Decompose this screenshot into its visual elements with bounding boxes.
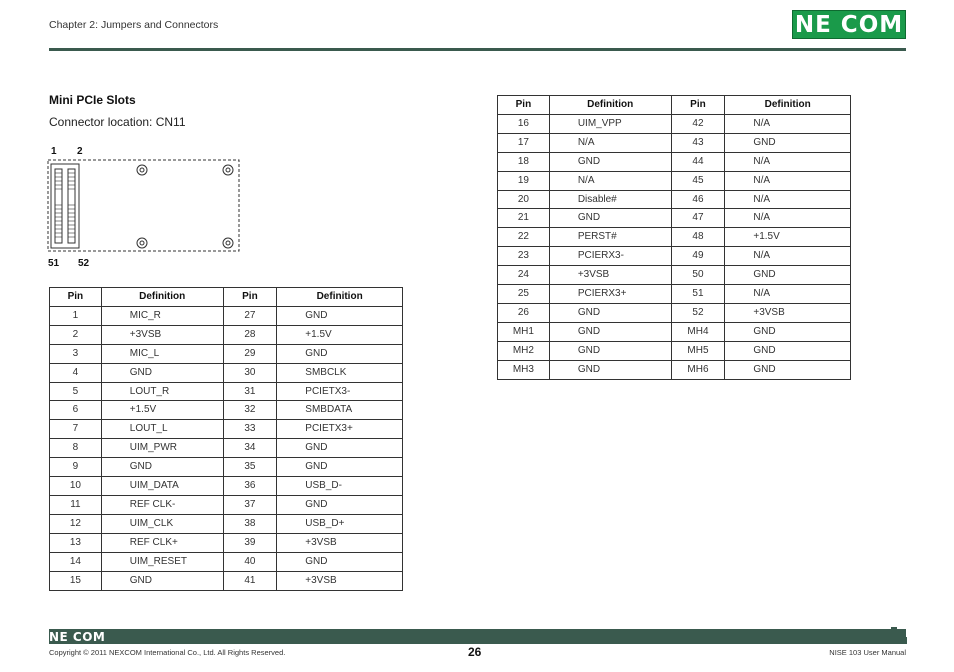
- pin-definition-cell: PCIERX3+: [549, 285, 671, 304]
- pin-number-cell: 18: [498, 152, 550, 171]
- pin-number-cell: 39: [223, 533, 277, 552]
- pin-definition-cell: GND: [725, 360, 851, 379]
- column-header: Definition: [101, 288, 223, 307]
- pin-definition-cell: GND: [549, 322, 671, 341]
- pin-number-cell: 8: [50, 439, 102, 458]
- logo-text: NE COM: [794, 11, 904, 38]
- pin-number-cell: MH1: [498, 322, 550, 341]
- section-title: Mini PCIe Slots: [49, 93, 136, 107]
- pin-number-cell: 5: [50, 382, 102, 401]
- pin-table-left: [49, 287, 403, 591]
- pin-definition-cell: GND: [101, 458, 223, 477]
- pin-definition-cell: REF CLK-: [101, 495, 223, 514]
- chapter-title: Chapter 2: Jumpers and Connectors: [49, 19, 219, 31]
- pin-number-cell: MH5: [671, 341, 725, 360]
- pin-number-cell: 13: [50, 533, 102, 552]
- pin-label-2: 2: [77, 146, 83, 157]
- nexcom-logo: [792, 10, 906, 39]
- pin-definition-cell: N/A: [725, 171, 851, 190]
- pin-number-cell: 36: [223, 477, 277, 496]
- pin-definition-cell: GND: [549, 341, 671, 360]
- pin-number-cell: 35: [223, 458, 277, 477]
- pin-number-cell: 49: [671, 247, 725, 266]
- pin-definition-cell: N/A: [725, 190, 851, 209]
- pin-definition-cell: USB_D+: [277, 514, 403, 533]
- pin-definition-cell: GND: [549, 209, 671, 228]
- pin-definition-cell: PCIETX3-: [277, 382, 403, 401]
- table-row: [50, 306, 403, 325]
- table-row: [50, 514, 403, 533]
- table-row: [498, 360, 851, 379]
- pin-number-cell: 7: [50, 420, 102, 439]
- table-row: [50, 344, 403, 363]
- table-row: [498, 114, 851, 133]
- pin-definition-cell: UIM_PWR: [101, 439, 223, 458]
- pin-definition-cell: GND: [549, 152, 671, 171]
- pin-definition-cell: N/A: [725, 285, 851, 304]
- pin-definition-cell: +3VSB: [277, 571, 403, 590]
- header-rule: [49, 48, 906, 51]
- pin-definition-cell: UIM_VPP: [549, 114, 671, 133]
- table-row: [50, 495, 403, 514]
- pin-number-cell: 51: [671, 285, 725, 304]
- pin-definition-cell: N/A: [549, 133, 671, 152]
- pin-definition-cell: UIM_RESET: [101, 552, 223, 571]
- pin-definition-cell: SMBCLK: [277, 363, 403, 382]
- pin-definition-cell: GND: [277, 306, 403, 325]
- pin-number-cell: 46: [671, 190, 725, 209]
- pin-definition-cell: GND: [101, 571, 223, 590]
- pin-number-cell: 2: [50, 325, 102, 344]
- pin-number-cell: 24: [498, 266, 550, 285]
- pin-number-cell: 9: [50, 458, 102, 477]
- pin-definition-cell: SMBDATA: [277, 401, 403, 420]
- pin-number-cell: 41: [223, 571, 277, 590]
- table-row: [498, 285, 851, 304]
- pin-number-cell: 10: [50, 477, 102, 496]
- table-row: [50, 552, 403, 571]
- table-row: [50, 533, 403, 552]
- pin-number-cell: 52: [671, 303, 725, 322]
- pin-definition-cell: REF CLK+: [101, 533, 223, 552]
- pin-number-cell: 25: [498, 285, 550, 304]
- table-row: [50, 401, 403, 420]
- pin-definition-cell: Disable#: [549, 190, 671, 209]
- table-row: [50, 325, 403, 344]
- pin-number-cell: 29: [223, 344, 277, 363]
- pin-definition-cell: +1.5V: [101, 401, 223, 420]
- pin-number-cell: MH6: [671, 360, 725, 379]
- table-row: [498, 322, 851, 341]
- connector-diagram: [44, 142, 244, 272]
- pin-definition-cell: +3VSB: [725, 303, 851, 322]
- pin-table-right: [497, 95, 851, 380]
- pin-definition-cell: GND: [725, 133, 851, 152]
- column-header: Pin: [50, 288, 102, 307]
- table-row: [498, 133, 851, 152]
- pin-number-cell: 47: [671, 209, 725, 228]
- pin-number-cell: 28: [223, 325, 277, 344]
- column-header: Pin: [223, 288, 277, 307]
- pin-number-cell: 44: [671, 152, 725, 171]
- pin-definition-cell: N/A: [725, 114, 851, 133]
- pin-number-cell: 38: [223, 514, 277, 533]
- pin-definition-cell: LOUT_R: [101, 382, 223, 401]
- corner-squares-icon: [891, 627, 907, 645]
- pin-number-cell: 6: [50, 401, 102, 420]
- column-header: Definition: [549, 96, 671, 115]
- footer-bar: [49, 629, 906, 644]
- pin-number-cell: 33: [223, 420, 277, 439]
- pin-definition-cell: GND: [549, 360, 671, 379]
- pin-definition-cell: N/A: [549, 171, 671, 190]
- table-row: [50, 363, 403, 382]
- table-row: [498, 228, 851, 247]
- mounting-holes: [137, 165, 233, 248]
- pin-label-1: 1: [51, 146, 57, 157]
- pin-definition-cell: UIM_CLK: [101, 514, 223, 533]
- pin-number-cell: MH3: [498, 360, 550, 379]
- table-row: [498, 341, 851, 360]
- pin-definition-cell: GND: [549, 303, 671, 322]
- pin-number-cell: 31: [223, 382, 277, 401]
- pin-number-cell: 4: [50, 363, 102, 382]
- pin-definition-cell: +1.5V: [725, 228, 851, 247]
- pin-definition-cell: +1.5V: [277, 325, 403, 344]
- column-header: Pin: [498, 96, 550, 115]
- pin-definition-cell: PERST#: [549, 228, 671, 247]
- table-row: [498, 266, 851, 285]
- pin-definition-cell: GND: [277, 458, 403, 477]
- table-row: [50, 420, 403, 439]
- pin-number-cell: 19: [498, 171, 550, 190]
- table-row: [50, 382, 403, 401]
- pin-number-cell: 23: [498, 247, 550, 266]
- column-header: Pin: [671, 96, 725, 115]
- pin-definition-cell: GND: [101, 363, 223, 382]
- pin-number-cell: 22: [498, 228, 550, 247]
- table-row: [498, 152, 851, 171]
- pin-number-cell: 17: [498, 133, 550, 152]
- copyright: Copyright © 2011 NEXCOM International Co., Ltd. All Rights Reserved.: [49, 648, 286, 657]
- table-row: [50, 571, 403, 590]
- pin-definition-cell: PCIETX3+: [277, 420, 403, 439]
- pin-definition-cell: UIM_DATA: [101, 477, 223, 496]
- pin-number-cell: 16: [498, 114, 550, 133]
- pin-number-cell: MH2: [498, 341, 550, 360]
- pin-number-cell: 27: [223, 306, 277, 325]
- pin-number-cell: 21: [498, 209, 550, 228]
- table-row: [498, 303, 851, 322]
- pin-number-cell: 1: [50, 306, 102, 325]
- table-row: [50, 439, 403, 458]
- pin-definition-cell: N/A: [725, 152, 851, 171]
- pin-definition-cell: GND: [277, 439, 403, 458]
- pin-number-cell: 14: [50, 552, 102, 571]
- pin-definition-cell: +3VSB: [101, 325, 223, 344]
- pin-number-cell: 11: [50, 495, 102, 514]
- pin-definition-cell: PCIERX3-: [549, 247, 671, 266]
- table-row: [50, 458, 403, 477]
- column-header: Definition: [277, 288, 403, 307]
- pin-label-51: 51: [48, 258, 60, 269]
- pin-number-cell: MH4: [671, 322, 725, 341]
- pin-number-cell: 48: [671, 228, 725, 247]
- pin-number-cell: 32: [223, 401, 277, 420]
- pin-number-cell: 34: [223, 439, 277, 458]
- footer-logo-text: NE COM: [49, 629, 106, 644]
- pin-label-52: 52: [78, 258, 90, 269]
- page-number: 26: [468, 645, 482, 659]
- pin-number-cell: 50: [671, 266, 725, 285]
- pin-number-cell: 26: [498, 303, 550, 322]
- pin-number-cell: 12: [50, 514, 102, 533]
- pin-definition-cell: GND: [725, 322, 851, 341]
- pin-definition-cell: +3VSB: [549, 266, 671, 285]
- pin-definition-cell: GND: [277, 495, 403, 514]
- pin-number-cell: 43: [671, 133, 725, 152]
- table-row: [498, 209, 851, 228]
- pin-number-cell: 15: [50, 571, 102, 590]
- pin-number-cell: 20: [498, 190, 550, 209]
- table-row: [50, 477, 403, 496]
- table-row: [498, 171, 851, 190]
- pin-number-cell: 37: [223, 495, 277, 514]
- pin-definition-cell: LOUT_L: [101, 420, 223, 439]
- pin-number-cell: 45: [671, 171, 725, 190]
- connector-location: Connector location: CN11: [49, 115, 186, 129]
- pin-definition-cell: N/A: [725, 247, 851, 266]
- pin-definition-cell: +3VSB: [277, 533, 403, 552]
- pin-definition-cell: GND: [725, 341, 851, 360]
- pin-definition-cell: N/A: [725, 209, 851, 228]
- pin-number-cell: 42: [671, 114, 725, 133]
- footer-logo: [49, 629, 105, 644]
- pin-definition-cell: USB_D-: [277, 477, 403, 496]
- column-header: Definition: [725, 96, 851, 115]
- pin-definition-cell: GND: [277, 344, 403, 363]
- manual-title: NISE 103 User Manual: [829, 648, 906, 657]
- pin-definition-cell: GND: [725, 266, 851, 285]
- pin-number-cell: 40: [223, 552, 277, 571]
- pin-number-cell: 30: [223, 363, 277, 382]
- table-row: [498, 190, 851, 209]
- pin-number-cell: 3: [50, 344, 102, 363]
- table-row: [498, 247, 851, 266]
- pin-definition-cell: MIC_L: [101, 344, 223, 363]
- pin-definition-cell: MIC_R: [101, 306, 223, 325]
- pin-definition-cell: GND: [277, 552, 403, 571]
